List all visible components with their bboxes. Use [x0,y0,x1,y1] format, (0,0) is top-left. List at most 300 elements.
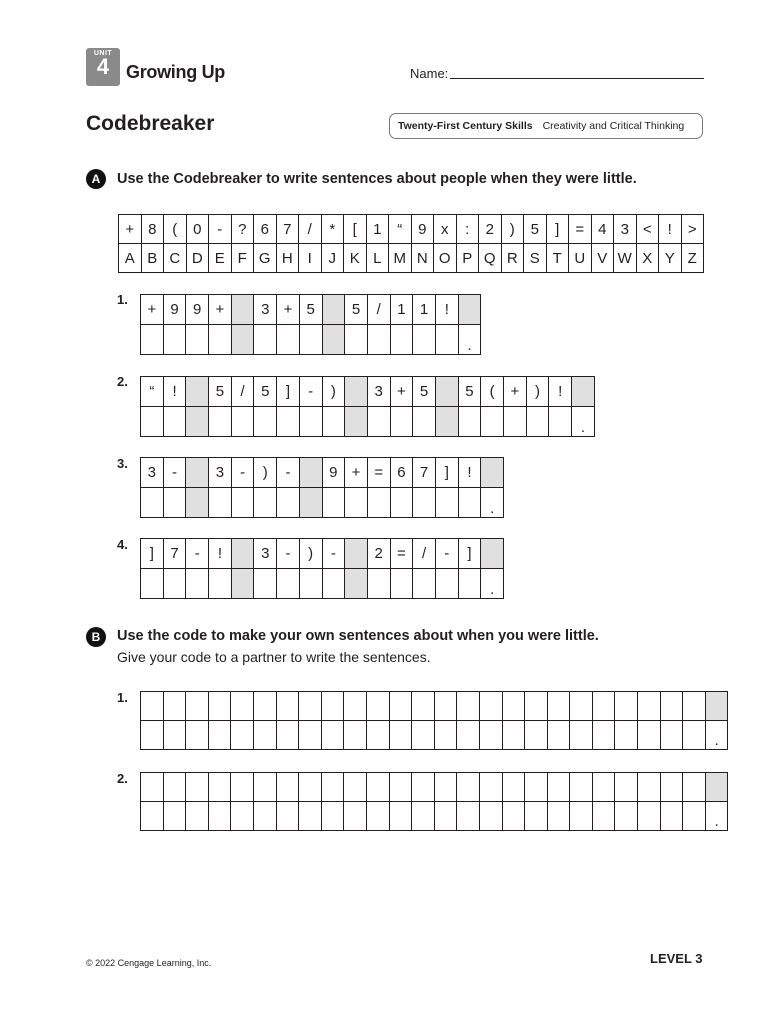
answer-cell[interactable] [186,325,209,355]
code-cell [458,295,481,325]
answer-cell[interactable] [366,802,389,831]
key-symbol-cell: [ [344,215,367,244]
answer-cell[interactable] [163,802,186,831]
answer-cell[interactable] [141,802,164,831]
code-cell: - [231,458,254,488]
answer-cell[interactable] [525,802,548,831]
answer-cell[interactable] [141,407,164,437]
code-cell: 3 [141,458,164,488]
unit-label: UNIT [93,50,113,57]
answer-cell[interactable] [208,802,231,831]
code-cell: 9 [322,458,345,488]
key-letter-cell: Z [681,244,704,273]
answer-cell[interactable] [615,802,638,831]
key-letter-cell: R [501,244,524,273]
code-cell: - [163,458,186,488]
answer-cell[interactable] [321,721,344,750]
code-cell: / [413,539,436,569]
answer-cell[interactable] [479,802,502,831]
answer-cell[interactable] [390,488,413,518]
key-symbol-cell: ! [659,215,682,244]
answer-cell[interactable] [458,407,481,437]
answer-cell[interactable] [367,325,390,355]
key-letter-cell: F [231,244,254,273]
answer-cell[interactable] [277,569,300,599]
code-cell: 5 [254,377,277,407]
answer-cell[interactable] [345,407,368,437]
code-cell[interactable] [163,773,186,802]
answer-cell[interactable] [570,721,593,750]
answer-cell[interactable] [208,721,231,750]
key-letter-cell: S [524,244,547,273]
code-cell: / [367,295,390,325]
code-cell[interactable] [479,773,502,802]
answer-cell[interactable] [253,721,276,750]
section-b-sub-instruction: Give your code to a partner to write the sentences. [117,649,431,665]
code-cell[interactable] [366,773,389,802]
answer-cell[interactable]: . [705,802,728,831]
answer-cell[interactable] [254,325,277,355]
code-cell: 1 [413,295,436,325]
answer-cell[interactable] [321,802,344,831]
code-cell[interactable] [434,692,457,721]
key-symbol-cell: ? [231,215,254,244]
code-cell: “ [141,377,164,407]
answer-cell[interactable] [412,721,435,750]
answer-cell[interactable] [412,802,435,831]
code-cell[interactable] [592,692,615,721]
answer-cell[interactable] [481,407,504,437]
code-cell[interactable] [321,692,344,721]
code-cell: = [367,458,390,488]
code-cell: 9 [186,295,209,325]
code-cell: 5 [413,377,436,407]
answer-cell[interactable] [389,721,412,750]
answer-cell[interactable] [434,721,457,750]
answer-cell[interactable] [549,407,572,437]
skills-box [389,113,703,139]
code-cell [299,458,322,488]
key-letter-cell: N [411,244,434,273]
code-cell[interactable] [231,773,254,802]
key-symbol-cell: 3 [614,215,637,244]
code-cell: 7 [413,458,436,488]
code-cell[interactable] [592,773,615,802]
key-symbol-cell: 8 [141,215,164,244]
code-cell: 5 [299,295,322,325]
answer-cell[interactable]: . [481,569,504,599]
answer-cell[interactable] [163,407,186,437]
code-cell: + [390,377,413,407]
answer-cell[interactable] [592,802,615,831]
answer-cell[interactable] [367,488,390,518]
code-cell: ] [458,539,481,569]
answer-cell[interactable] [413,407,436,437]
code-cell: ) [526,377,549,407]
answer-cell[interactable] [186,721,209,750]
key-letter-cell: C [164,244,187,273]
answer-cell[interactable]: . [458,325,481,355]
answer-cell[interactable] [277,325,300,355]
answer-cell[interactable] [276,802,299,831]
own-number: 2. [117,771,128,786]
key-letter-cell: J [321,244,344,273]
code-cell: 2 [367,539,390,569]
code-cell[interactable] [434,773,457,802]
code-cell[interactable] [457,692,480,721]
key-letter-cell: Y [659,244,682,273]
code-cell [186,377,209,407]
code-cell: - [435,539,458,569]
code-cell[interactable] [412,773,435,802]
answer-cell[interactable] [390,407,413,437]
answer-cell[interactable] [390,325,413,355]
answer-cell[interactable] [299,407,322,437]
code-cell[interactable] [638,692,661,721]
answer-cell[interactable] [209,407,232,437]
key-letter-cell: L [366,244,389,273]
key-letter-cell: I [299,244,322,273]
answer-cell[interactable] [141,488,164,518]
answer-cell[interactable] [141,569,164,599]
key-symbol-cell: 6 [254,215,277,244]
answer-cell[interactable] [253,802,276,831]
code-cell[interactable] [502,773,525,802]
exercise-grid-1[interactable] [140,294,481,355]
answer-cell[interactable] [434,802,457,831]
answer-cell[interactable] [457,721,480,750]
key-letter-cell: M [389,244,412,273]
code-cell: - [277,458,300,488]
answer-cell[interactable] [231,325,254,355]
answer-cell[interactable] [231,569,254,599]
skills-label: Twenty-First Century Skills [398,120,533,132]
code-cell: + [345,458,368,488]
answer-cell[interactable]: . [572,407,595,437]
code-cell[interactable] [547,692,570,721]
answer-cell[interactable] [683,721,706,750]
answer-cell[interactable] [163,488,186,518]
code-cell: + [209,295,232,325]
code-cell[interactable] [344,692,367,721]
exercise-grid-2[interactable] [140,376,595,437]
answer-cell[interactable] [322,488,345,518]
key-letter-cell: T [546,244,569,273]
code-cell[interactable] [389,773,412,802]
answer-cell[interactable] [141,325,164,355]
answer-cell[interactable] [389,802,412,831]
code-cell: - [322,539,345,569]
answer-cell[interactable] [502,721,525,750]
code-cell: 3 [254,295,277,325]
code-cell[interactable] [299,692,322,721]
answer-cell[interactable] [345,325,368,355]
answer-cell[interactable] [322,569,345,599]
code-cell: 6 [390,458,413,488]
own-sentence-grid-1[interactable] [140,691,728,750]
code-cell: ) [254,458,277,488]
code-cell: 9 [163,295,186,325]
code-cell[interactable] [389,692,412,721]
answer-cell[interactable] [435,488,458,518]
answer-cell[interactable] [413,569,436,599]
answer-cell[interactable] [526,407,549,437]
code-cell[interactable] [502,692,525,721]
answer-cell[interactable] [254,407,277,437]
code-cell[interactable] [276,692,299,721]
answer-cell[interactable] [638,802,661,831]
key-symbol-cell: 2 [479,215,502,244]
key-symbol-cell: / [299,215,322,244]
code-cell[interactable] [570,773,593,802]
section-b-badge: B [86,627,106,647]
section-b-instruction: Use the code to make your own sentences about when you were little. [117,628,599,644]
key-symbol-cell: 4 [591,215,614,244]
code-cell: - [299,377,322,407]
key-symbol-cell: + [119,215,142,244]
code-cell [186,458,209,488]
answer-cell[interactable] [435,407,458,437]
code-cell[interactable] [683,773,706,802]
key-letter-cell: E [209,244,232,273]
key-symbol-cell: ) [501,215,524,244]
code-cell: - [277,539,300,569]
code-cell[interactable] [299,773,322,802]
answer-cell[interactable] [504,407,527,437]
answer-cell[interactable] [163,569,186,599]
own-sentence-grid-2[interactable] [140,772,728,831]
answer-cell[interactable] [413,488,436,518]
key-letter-cell: Q [479,244,502,273]
code-cell[interactable] [615,773,638,802]
code-cell: 7 [163,539,186,569]
answer-cell[interactable] [458,488,481,518]
answer-cell[interactable] [231,488,254,518]
answer-cell[interactable] [479,721,502,750]
code-cell: 3 [209,458,232,488]
answer-cell[interactable] [209,569,232,599]
code-cell: ( [481,377,504,407]
answer-cell[interactable] [299,569,322,599]
answer-cell[interactable] [231,802,254,831]
answer-cell[interactable] [344,802,367,831]
code-cell: 5 [458,377,481,407]
code-cell [481,539,504,569]
answer-cell[interactable] [345,488,368,518]
code-cell[interactable] [705,692,728,721]
code-cell: ] [277,377,300,407]
exercise-number: 2. [117,374,128,389]
code-cell[interactable] [615,692,638,721]
code-cell: = [390,539,413,569]
key-letter-cell: P [456,244,479,273]
code-cell: ) [322,377,345,407]
code-cell[interactable] [208,773,231,802]
answer-cell[interactable] [322,407,345,437]
key-symbol-cell: > [681,215,704,244]
code-cell: 3 [254,539,277,569]
answer-cell[interactable] [299,721,322,750]
code-cell[interactable] [186,692,209,721]
answer-cell[interactable] [186,569,209,599]
key-symbol-cell: : [456,215,479,244]
key-symbol-cell: 7 [276,215,299,244]
answer-cell[interactable] [163,721,186,750]
answer-cell[interactable] [435,325,458,355]
copyright: © 2022 Cengage Learning, Inc. [86,958,212,968]
answer-cell[interactable] [457,802,480,831]
code-cell: ! [209,539,232,569]
key-letter-cell: H [276,244,299,273]
code-cell[interactable] [208,692,231,721]
answer-cell[interactable] [525,721,548,750]
answer-cell[interactable] [413,325,436,355]
answer-cell[interactable] [435,569,458,599]
code-cell [345,377,368,407]
key-letter-cell: O [434,244,457,273]
answer-cell[interactable] [254,569,277,599]
code-cell[interactable] [163,692,186,721]
answer-cell[interactable] [344,721,367,750]
answer-cell[interactable] [299,802,322,831]
answer-cell[interactable] [209,488,232,518]
code-cell: - [186,539,209,569]
answer-cell[interactable] [299,488,322,518]
key-symbol-cell: - [209,215,232,244]
answer-cell[interactable] [683,802,706,831]
answer-cell[interactable] [277,488,300,518]
code-cell[interactable] [412,692,435,721]
answer-cell[interactable] [345,569,368,599]
code-cell: ! [163,377,186,407]
answer-cell[interactable] [502,802,525,831]
answer-cell[interactable] [209,325,232,355]
code-cell[interactable] [253,692,276,721]
answer-cell[interactable] [615,721,638,750]
answer-cell[interactable]: . [705,721,728,750]
answer-cell[interactable] [366,721,389,750]
code-cell[interactable] [231,692,254,721]
answer-cell[interactable] [322,325,345,355]
answer-cell[interactable] [141,721,164,750]
answer-cell[interactable] [163,325,186,355]
answer-cell[interactable] [390,569,413,599]
code-cell: ! [549,377,572,407]
answer-cell[interactable] [592,721,615,750]
answer-cell[interactable] [570,802,593,831]
name-field[interactable] [450,78,704,79]
code-cell[interactable] [660,692,683,721]
answer-cell[interactable] [660,721,683,750]
answer-cell[interactable] [254,488,277,518]
answer-cell[interactable]: . [481,488,504,518]
code-cell [572,377,595,407]
level-label: LEVEL 3 [650,951,703,966]
code-cell[interactable] [366,692,389,721]
code-cell: + [277,295,300,325]
answer-cell[interactable] [299,325,322,355]
code-cell[interactable] [141,692,164,721]
key-symbol-cell: ( [164,215,187,244]
code-cell: / [231,377,254,407]
code-cell [345,539,368,569]
code-cell[interactable] [457,773,480,802]
key-letter-cell: U [569,244,592,273]
answer-cell[interactable] [547,721,570,750]
skills-value: Creativity and Critical Thinking [542,120,685,132]
key-symbol-cell: x [434,215,457,244]
code-cell[interactable] [321,773,344,802]
exercise-grid-4[interactable] [140,538,504,599]
key-symbol-cell: 0 [186,215,209,244]
code-cell[interactable] [276,773,299,802]
key-symbol-cell: < [636,215,659,244]
code-cell[interactable] [141,773,164,802]
key-letter-cell: G [254,244,277,273]
key-letter-cell: D [186,244,209,273]
code-cell: ] [141,539,164,569]
code-cell [435,377,458,407]
answer-cell[interactable] [638,721,661,750]
answer-cell[interactable] [458,569,481,599]
code-cell[interactable] [344,773,367,802]
code-cell[interactable] [253,773,276,802]
code-cell[interactable] [186,773,209,802]
code-cell[interactable] [525,773,548,802]
code-cell: 5 [209,377,232,407]
exercise-grid-3[interactable] [140,457,504,518]
code-cell[interactable] [479,692,502,721]
code-cell: ] [435,458,458,488]
answer-cell[interactable] [367,569,390,599]
code-cell[interactable] [525,692,548,721]
answer-cell[interactable] [276,721,299,750]
answer-cell[interactable] [231,407,254,437]
key-letter-cell: A [119,244,142,273]
answer-cell[interactable] [277,407,300,437]
answer-cell[interactable] [231,721,254,750]
unit-number: 4 [96,54,110,79]
code-cell [231,539,254,569]
key-symbol-cell: 5 [524,215,547,244]
key-symbol-cell: ] [546,215,569,244]
code-cell[interactable] [683,692,706,721]
code-cell: ! [435,295,458,325]
answer-cell[interactable] [547,802,570,831]
code-cell [481,458,504,488]
exercise-number: 3. [117,456,128,471]
key-letter-cell: W [614,244,637,273]
code-cell[interactable] [570,692,593,721]
key-letter-cell: X [636,244,659,273]
answer-cell[interactable] [186,407,209,437]
key-letter-cell: B [141,244,164,273]
code-cell: ) [299,539,322,569]
key-symbol-cell: 1 [366,215,389,244]
section-a-badge: A [86,169,106,189]
code-cell[interactable] [705,773,728,802]
key-letter-cell: K [344,244,367,273]
code-cell[interactable] [547,773,570,802]
exercise-number: 4. [117,537,128,552]
code-cell[interactable] [660,773,683,802]
answer-cell[interactable] [660,802,683,831]
answer-cell[interactable] [186,488,209,518]
answer-cell[interactable] [367,407,390,437]
code-cell[interactable] [638,773,661,802]
code-cell: 1 [390,295,413,325]
answer-cell[interactable] [186,802,209,831]
